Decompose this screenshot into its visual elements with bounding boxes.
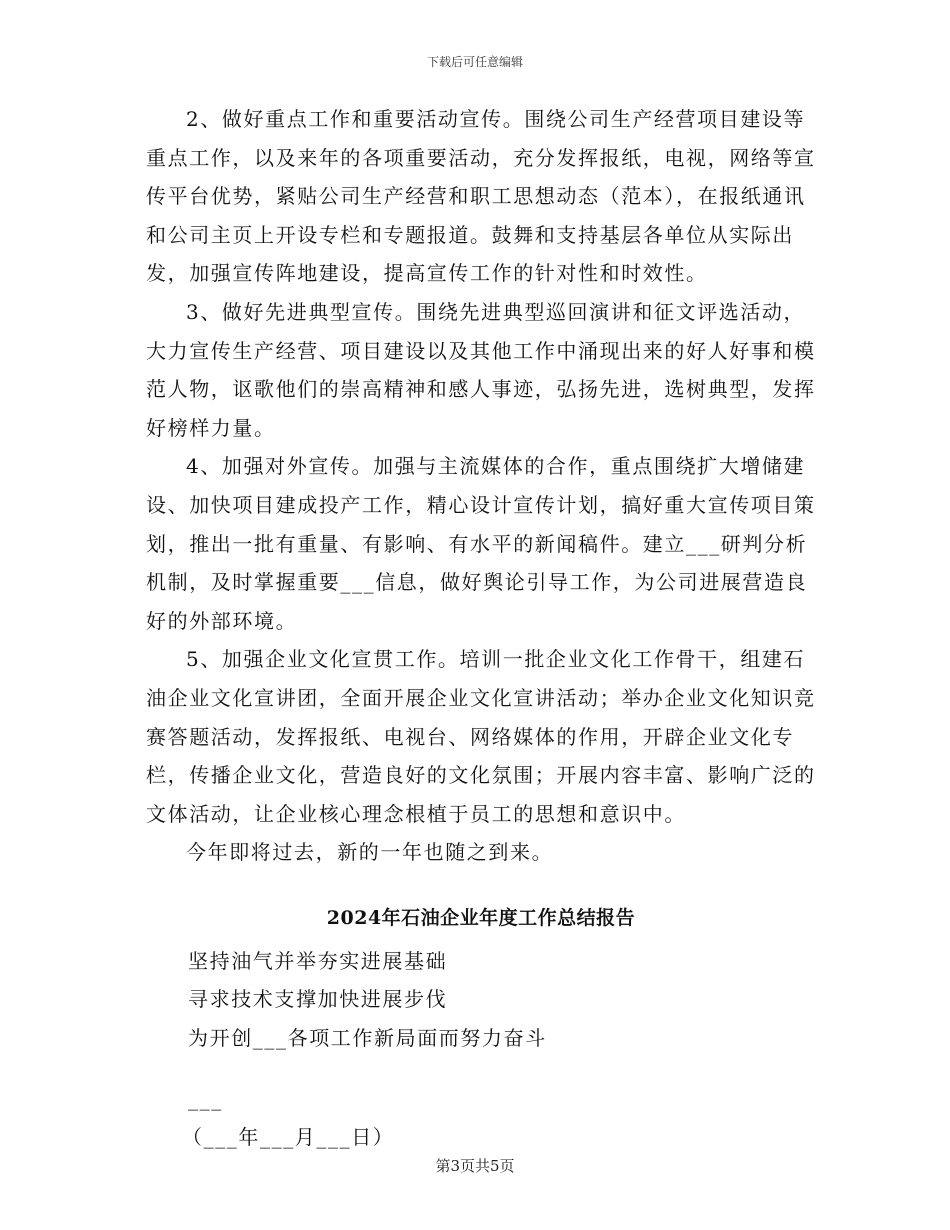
paragraph-item-5: 5、加强企业文化宣贯工作。培训一批企业文化工作骨干，组建石油企业文化宣讲团，全面开展企业文化宣讲活动；举办企业文化知识竞赛答题活动，发挥报纸、电视台、网络媒体的作用，开辟企业文化专栏，传播企业文化，营造良好的文化氛围；开展内容丰富、影响广泛的文体活动，让企业核心理念根植于员工的思想和意识中。 <box>146 647 816 826</box>
spacer <box>146 1058 816 1080</box>
page-number: 第3页共5页 <box>435 1157 515 1175</box>
document-body <box>146 100 816 1157</box>
signature-blank: ___ <box>188 1086 223 1111</box>
report-title: 2024年石油企业年度工作总结报告 <box>326 906 636 929</box>
slogan-line-2: 寻求技术支撑加快进展步伐 <box>188 987 448 1012</box>
paragraph-item-4: 4、加强对外宣传。加强与主流媒体的合作，重点围绕扩大增储建设、加快项目建成投产工作，精心设计宣传计划，搞好重大宣传项目策划，推出一批有重量、有影响、有水平的新闻稿件。建立___研判分析机制，及时掌握重要___信息，做好舆论引导工作，为公司进展营造良好的外部环境。 <box>146 454 816 633</box>
slogan-line-3: 为开创___各项工作新局面而努力奋斗 <box>188 1026 547 1051</box>
page-header: 下载后可任意编辑 <box>426 55 523 69</box>
slogan-line-1: 坚持油气并举夯实进展基础 <box>188 948 448 973</box>
date-line: （___年___月___日） <box>182 1125 395 1150</box>
paragraph-item-2: 2、做好重点工作和重要活动宣传。围绕公司生产经营项目建设等重点工作，以及来年的各项重要活动，充分发挥报纸，电视，网络等宣传平台优势，紧贴公司生产经营和职工思想动态（范本），在报纸通讯和公司主页上开设专栏和专题报道。鼓舞和支持基层各单位从实际出发，加强宣传阵地建设，提高宣传工作的针对性和时效性。 <box>146 107 816 286</box>
closing-sentence: 今年即将过去，新的一年也随之到来。 <box>186 840 554 865</box>
paragraph-item-3: 3、做好先进典型宣传。围绕先进典型巡回演讲和征文评选活动，大力宣传生产经营、项目建设以及其他工作中涌现出来的好人好事和模范人物，讴歌他们的崇高精神和感人事迹，弘扬先进，选树典型，发挥好榜样力量。 <box>146 299 816 440</box>
